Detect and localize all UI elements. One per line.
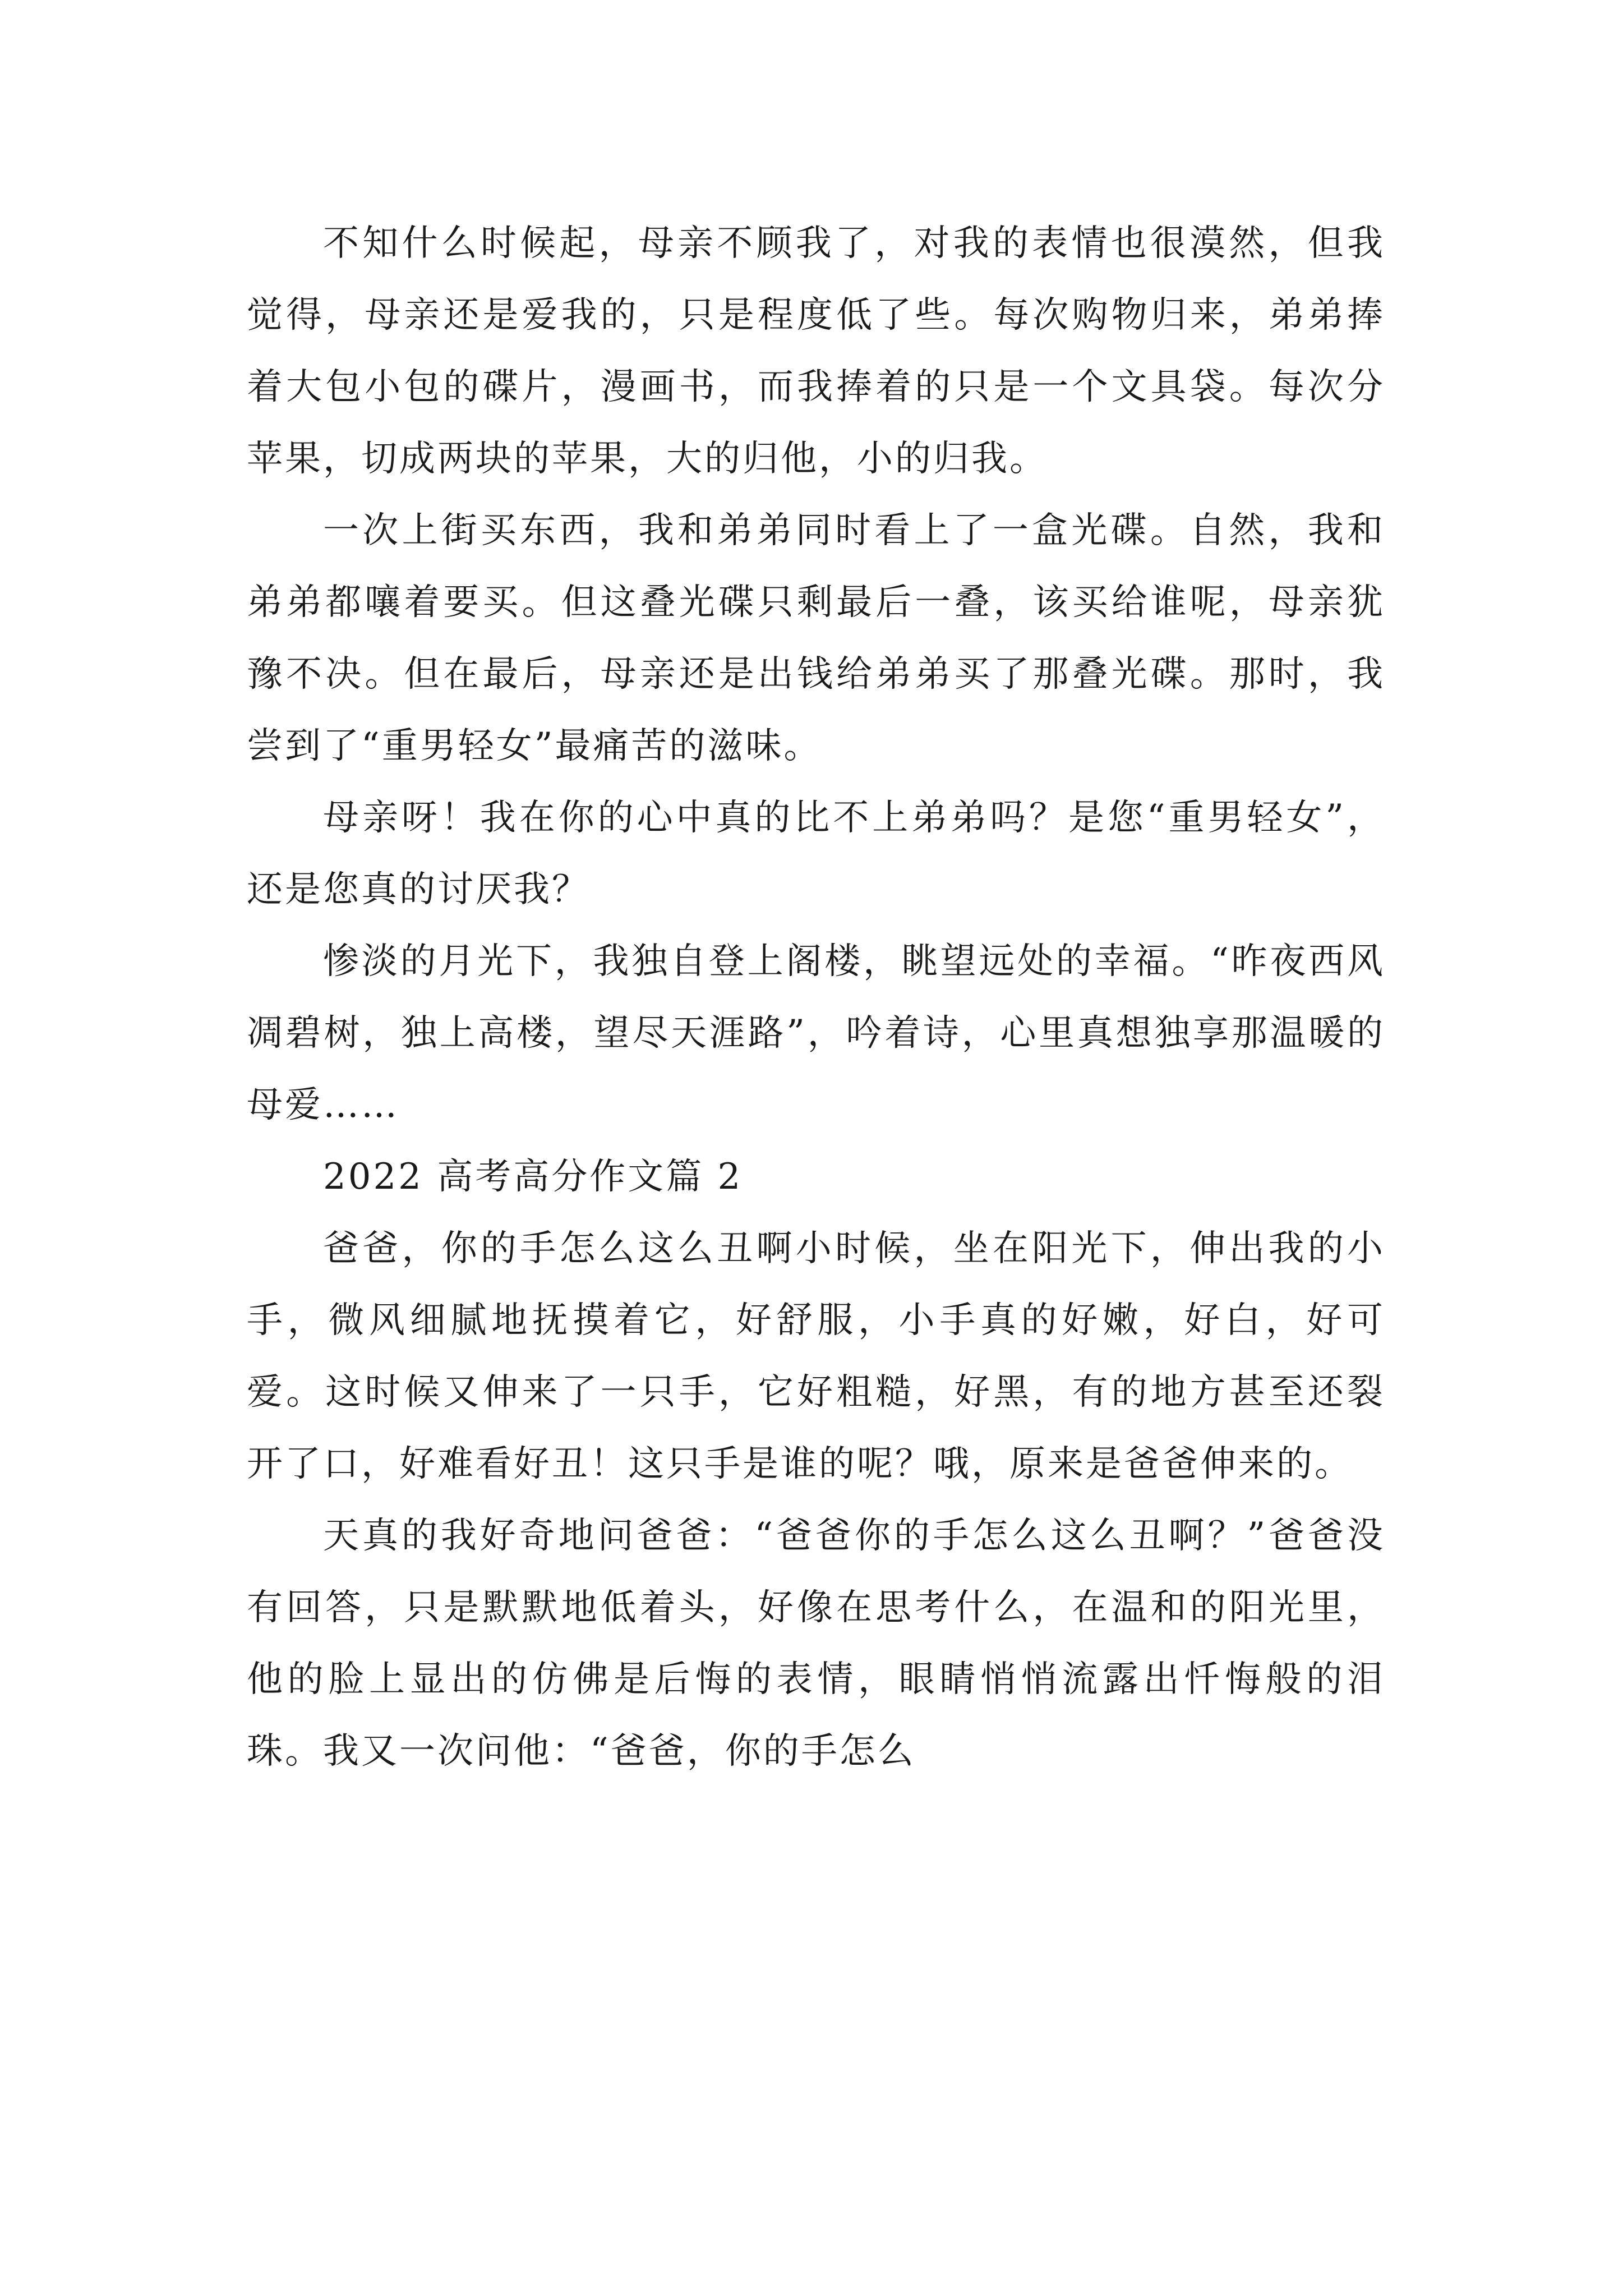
paragraph: 天真的我好奇地问爸爸：“爸爸你的手怎么这么丑啊？”爸爸没有回答，只是默默地低着头，好像在思考什么，在温和的阳光里，他的脸上显出的仿佛是后悔的表情，眼睛悄悄流露出忏悔般的泪珠。我又一次问他：“爸爸，你的手怎么 bbox=[247, 1515, 1385, 1772]
paragraph: 一次上街买东西，我和弟弟同时看上了一盒光碟。自然，我和弟弟都嚷着要买。但这叠光碟只剩最后一叠，该买给谁呢，母亲犹豫不决。但在最后，母亲还是出钱给弟弟买了那叠光碟。那时，我尝到了“重男轻女”最痛苦的滋味。 bbox=[247, 510, 1385, 767]
body-text bbox=[247, 208, 1385, 1787]
paragraph: 爸爸，你的手怎么这么丑啊小时候，坐在阳光下，伸出我的小手，微风细腻地抚摸着它，好舒服，小手真的好嫩，好白，好可爱。这时候又伸来了一只手，它好粗糙，好黑，有的地方甚至还裂开了口，好难看好丑！这只手是谁的呢？哦，原来是爸爸伸来的。 bbox=[247, 1228, 1385, 1485]
paragraph: 不知什么时候起，母亲不顾我了，对我的表情也很漠然，但我觉得，母亲还是爱我的，只是程度低了些。每次购物归来，弟弟捧着大包小包的碟片，漫画书，而我捧着的只是一个文具袋。每次分苹果，切成两块的苹果，大的归他，小的归我。 bbox=[247, 223, 1385, 480]
paragraph: 母亲呀！我在你的心中真的比不上弟弟吗？是您“重男轻女”，还是您真的讨厌我？ bbox=[247, 797, 1385, 910]
section-heading: 2022 高考高分作文篇 2 bbox=[323, 1156, 743, 1198]
paragraph: 惨淡的月光下，我独自登上阁楼，眺望远处的幸福。“昨夜西风凋碧树，独上高楼，望尽天涯路”，吟着诗，心里真想独享那温暖的母爱…… bbox=[247, 941, 1385, 1126]
